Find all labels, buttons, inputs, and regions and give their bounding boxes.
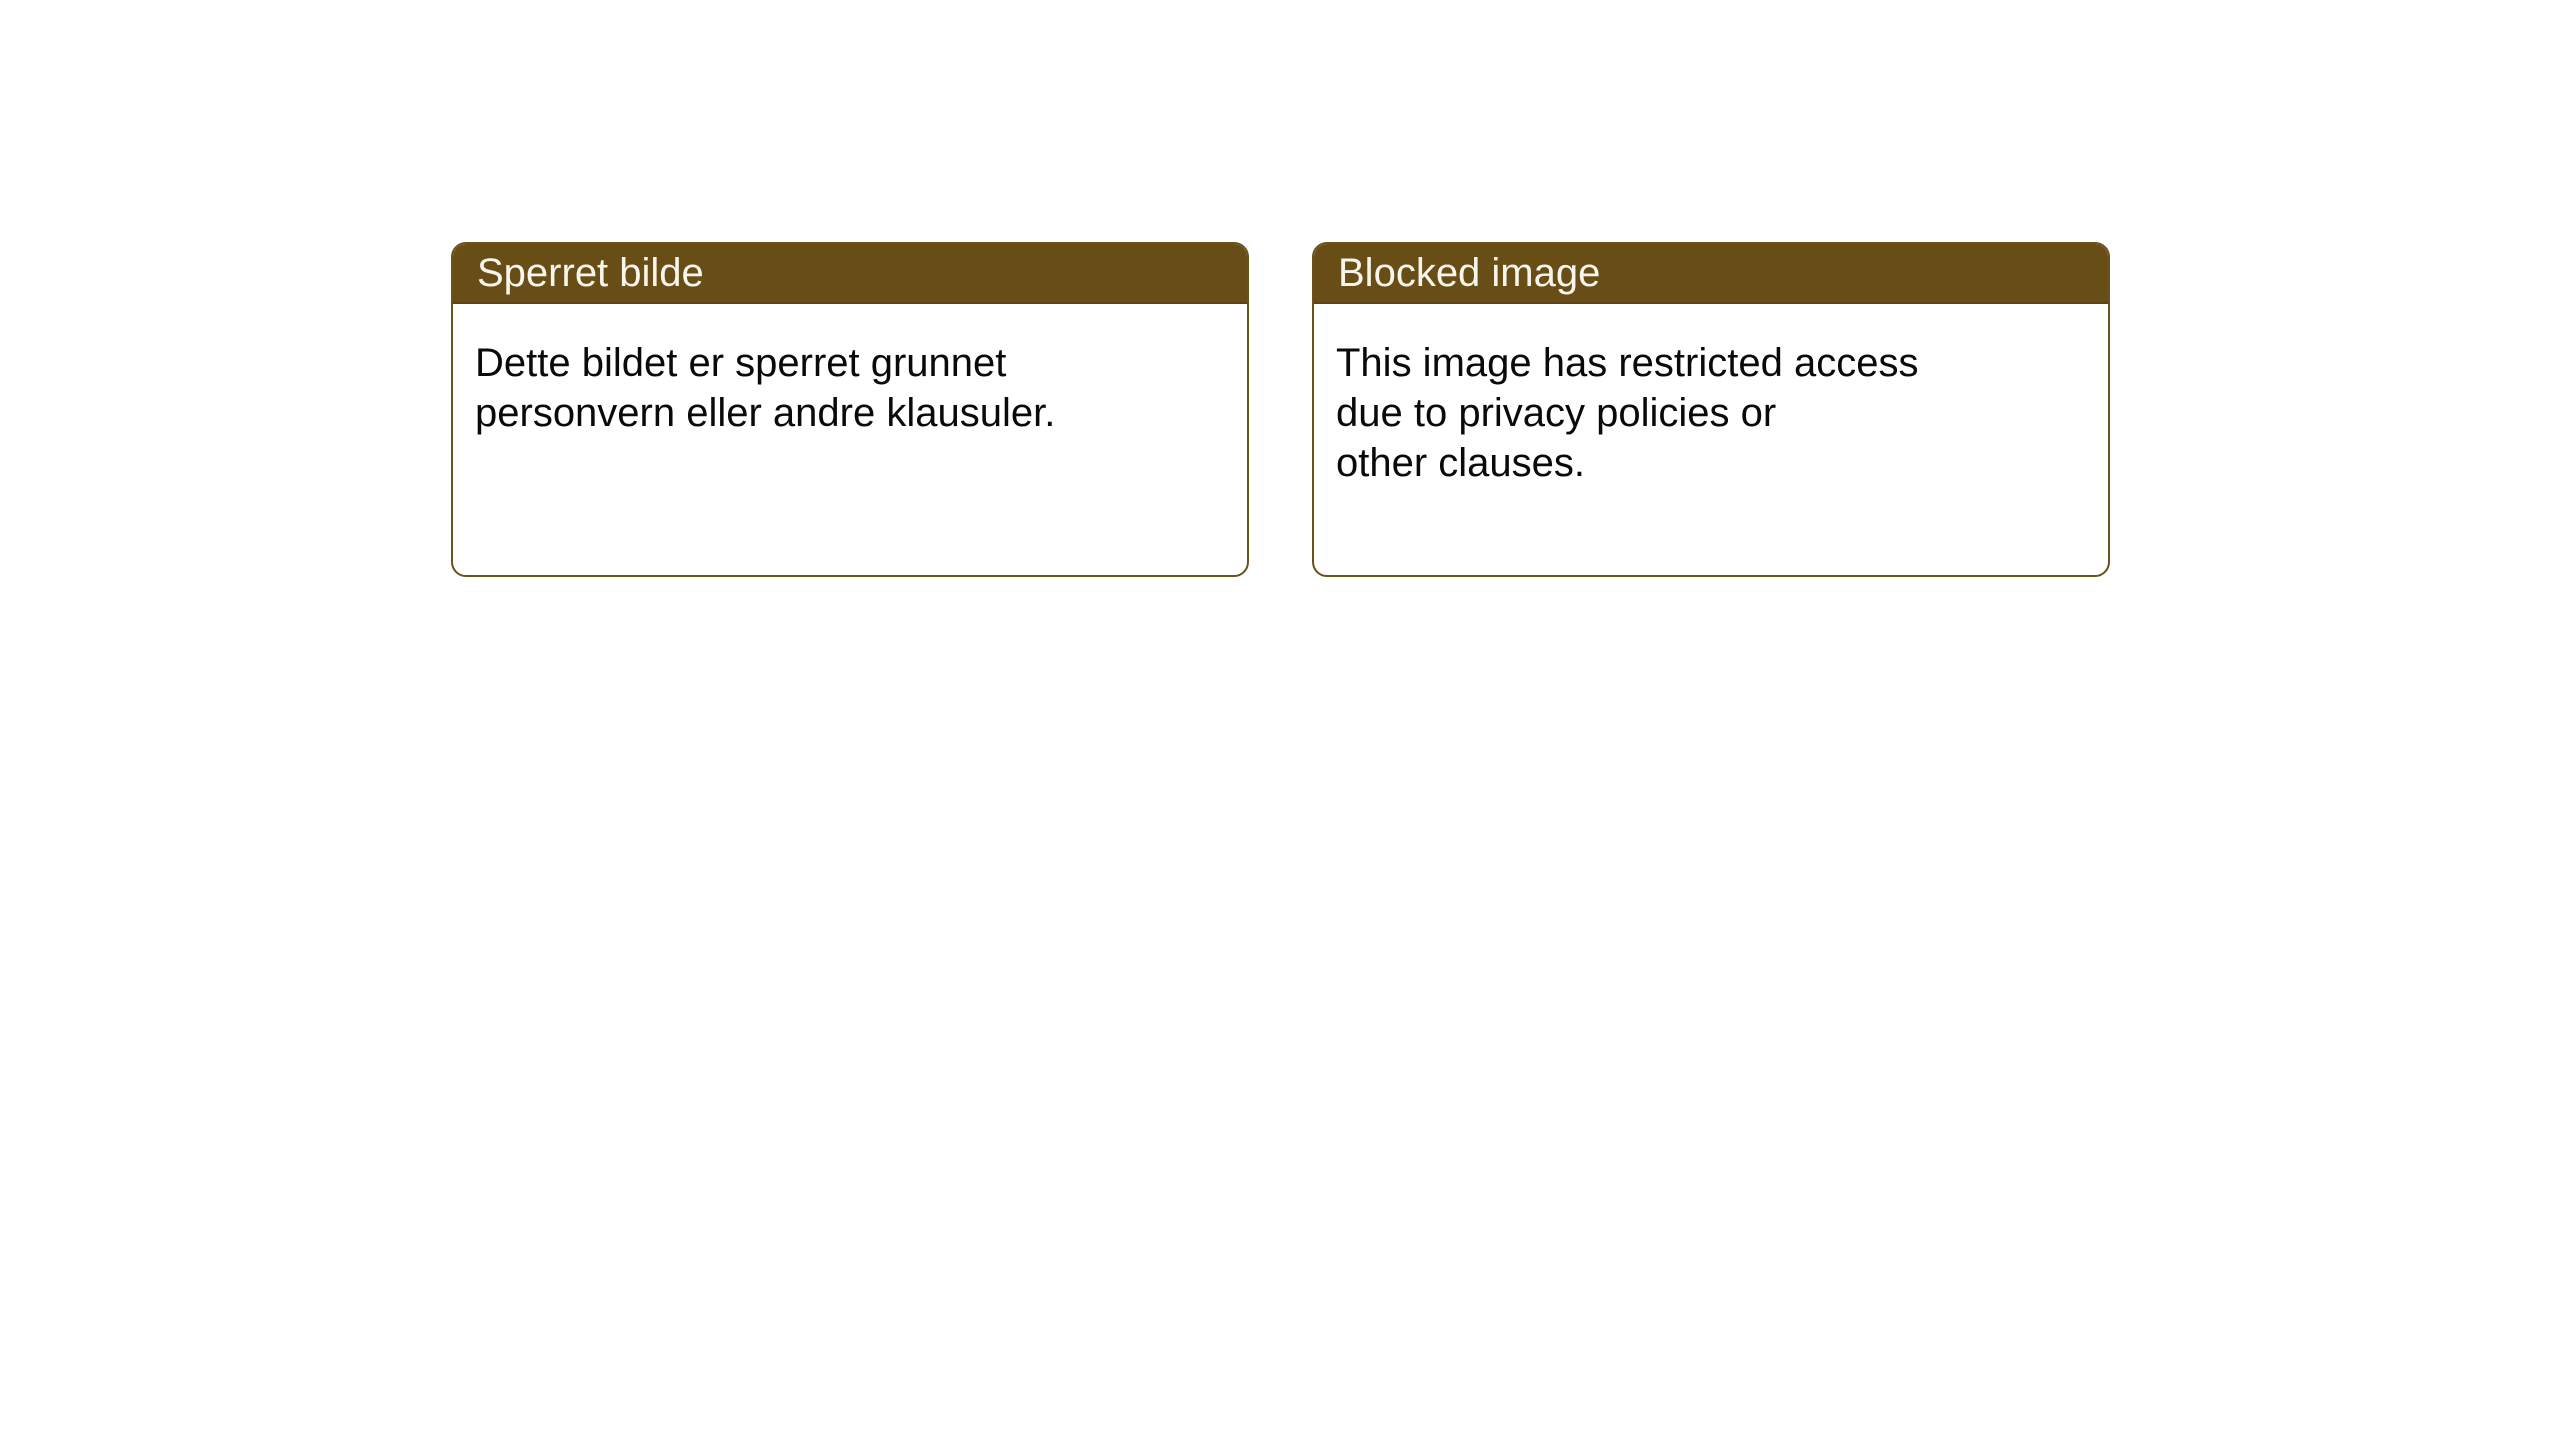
notice-text-line: Dette bildet er sperret grunnet: [475, 341, 1007, 385]
card-body: [453, 304, 1247, 438]
notice-text-line: due to privacy policies or: [1336, 391, 1777, 435]
card-title-norwegian: Sperret bilde: [477, 251, 704, 295]
blocked-image-cards-row: [451, 242, 2110, 577]
card-body: [1314, 304, 2108, 488]
notice-text-line: other clauses.: [1336, 441, 1586, 485]
notice-text-line: This image has restricted access: [1336, 341, 1919, 385]
card-header: [453, 244, 1247, 304]
notice-text-line: personvern eller andre klausuler.: [475, 391, 1056, 435]
card-header: [1314, 244, 2108, 304]
card-title-english: Blocked image: [1338, 251, 1601, 295]
blocked-image-card-english: [1312, 242, 2110, 577]
blocked-image-card-norwegian: [451, 242, 1249, 577]
